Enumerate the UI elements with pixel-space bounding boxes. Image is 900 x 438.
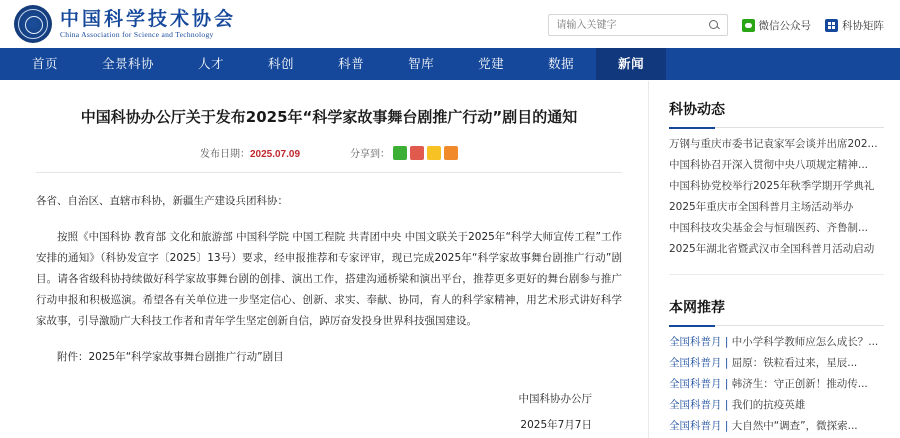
- page-title: 中国科协办公厅关于发布2025年“科学家故事舞台剧推广行动”剧目的通知: [80, 108, 578, 126]
- sidebar-card-recommend: [669, 297, 884, 437]
- list-item[interactable]: 中国科协党校举行2025年秋季学期开学典礼: [669, 180, 875, 192]
- share-label: 分享到：: [350, 149, 391, 160]
- list-item-tag: 全国科普月 |: [669, 420, 729, 432]
- nav-item-innovation[interactable]: 科创: [268, 56, 295, 71]
- list-item-text: 我们的抗疫英雄: [728, 399, 806, 411]
- list-item[interactable]: [669, 353, 884, 374]
- share-bar: [350, 145, 458, 160]
- grid-icon: [825, 19, 838, 32]
- article-body: [36, 191, 622, 368]
- signature-org: 中国科协办公厅: [518, 393, 592, 405]
- list-item[interactable]: [669, 395, 884, 416]
- search-icon[interactable]: [708, 19, 721, 32]
- article-meta: [36, 145, 622, 160]
- sidebar-title-underline-2: [669, 325, 884, 326]
- search-input[interactable]: [555, 19, 705, 32]
- wechat-icon: [742, 19, 755, 32]
- sidebar-list-recommend: [669, 332, 884, 437]
- list-item[interactable]: [669, 374, 884, 395]
- nav-item-news[interactable]: 新闻: [596, 48, 666, 80]
- site-logo[interactable]: [14, 5, 236, 43]
- sidebar-title-recommend: 本网推荐: [669, 300, 725, 316]
- wechat-label: 微信公众号: [758, 19, 811, 32]
- list-item[interactable]: 万钢与重庆市委书记袁家军会谈并出席202...: [669, 138, 878, 150]
- nav-item-think-tank[interactable]: 智库: [408, 56, 435, 71]
- sidebar-separator: [669, 274, 884, 275]
- publish-date-value: 2025.07.09: [249, 149, 301, 160]
- sidebar: [648, 81, 900, 438]
- sidebar-list-news: [669, 134, 884, 260]
- list-item-text: 大自然中“调查”，微探索...: [728, 420, 858, 432]
- list-item-text: 中小学科学教师应怎么成长？...: [728, 336, 879, 348]
- article-signature: [36, 386, 622, 438]
- wechat-share-icon[interactable]: [393, 146, 407, 160]
- list-item-tag: 全国科普月 |: [669, 357, 729, 369]
- site-header: [0, 0, 900, 48]
- nav-item-panorama[interactable]: 全景科协: [102, 56, 155, 71]
- signature-date: 2025年7月7日: [520, 419, 592, 431]
- list-item-tag: 全国科普月 |: [669, 378, 729, 390]
- article-paragraph-salutation: 各省、自治区、直辖市科协，新疆生产建设兵团科协：: [36, 195, 288, 207]
- left-rail: [0, 81, 10, 438]
- nav-item-party-building[interactable]: 党建: [478, 56, 505, 71]
- list-item[interactable]: 中国科协召开深入贯彻中央八项规定精神...: [669, 159, 869, 171]
- list-item[interactable]: 2025年湖北省暨武汉市全国科普月活动启动: [669, 243, 875, 255]
- matrix-link[interactable]: [825, 18, 884, 33]
- list-item-tag: 全国科普月 |: [669, 399, 729, 411]
- list-item[interactable]: [669, 332, 884, 353]
- header-utilities: [548, 14, 885, 36]
- sidebar-title-news: 科协动态: [669, 102, 725, 118]
- search-box[interactable]: [548, 14, 728, 36]
- sidebar-title-underline: [669, 127, 884, 128]
- qzone-share-icon[interactable]: [427, 146, 441, 160]
- matrix-label: 科协矩阵: [842, 19, 884, 32]
- nav-item-talent[interactable]: 人才: [198, 56, 225, 71]
- list-item-text: 韩济生：守正创新！推动传...: [728, 378, 868, 390]
- brand-name-en: China Association for Science and Technology: [60, 30, 214, 39]
- sidebar-card-news: [669, 99, 884, 275]
- nav-item-home[interactable]: 首页: [32, 56, 59, 71]
- weibo-share-icon[interactable]: [410, 146, 424, 160]
- nav-item-science-popularization[interactable]: 科普: [338, 56, 365, 71]
- list-item[interactable]: 中国科技攻尖基金会与恒瑞医药、齐鲁制...: [669, 222, 869, 234]
- publish-date: [200, 145, 300, 160]
- more-share-icon[interactable]: [444, 146, 458, 160]
- list-item-text: 屈原：铁粒看过来，星辰...: [728, 357, 858, 369]
- meta-divider: [36, 172, 622, 173]
- wechat-official-link[interactable]: [742, 18, 812, 33]
- list-item-tag: 全国科普月 |: [669, 336, 729, 348]
- brand-text: [60, 8, 236, 40]
- nav-item-data[interactable]: 数据: [548, 56, 575, 71]
- brand-name-cn: 中国科学技术协会: [60, 8, 237, 30]
- article-paragraph-main: 按照《中国科协 教育部 文化和旅游部 中国科学院 中国工程院 共青团中央 中国文联关于2025年“科学大师宣传工程”工作安排的通知》（科协发宣字〔2025〕13号）要求，经申报推荐和专家评审，现已完成2025年“科学家故事舞台剧推广行动”剧目。请各省级科协持续做好科学家故事舞台剧的创排、演出工作，搭建沟通桥梁和演出平台，推荐更多更好的舞台剧参与推广行动申报和积极巡演。希望各有关单位进一步坚定信心、创新、求实、奉献、协同，育人的科学家精神，用艺术形式讲好科学家故事，引导激励广大科技工作者和青年学生坚定创新自信，踔厉奋发投身世界科技强国建设。: [36, 231, 622, 327]
- main-nav: [0, 48, 900, 80]
- cast-emblem-icon: [14, 5, 52, 43]
- page-body: [0, 80, 900, 438]
- article-container: [10, 81, 648, 438]
- list-item[interactable]: 2025年重庆市全国科普月主场活动举办: [669, 201, 854, 213]
- article-attachment-line: 附件：2025年“科学家故事舞台剧推广行动”剧目: [57, 351, 284, 363]
- list-item[interactable]: [669, 416, 884, 437]
- publish-date-label: 发布日期：: [199, 149, 250, 160]
